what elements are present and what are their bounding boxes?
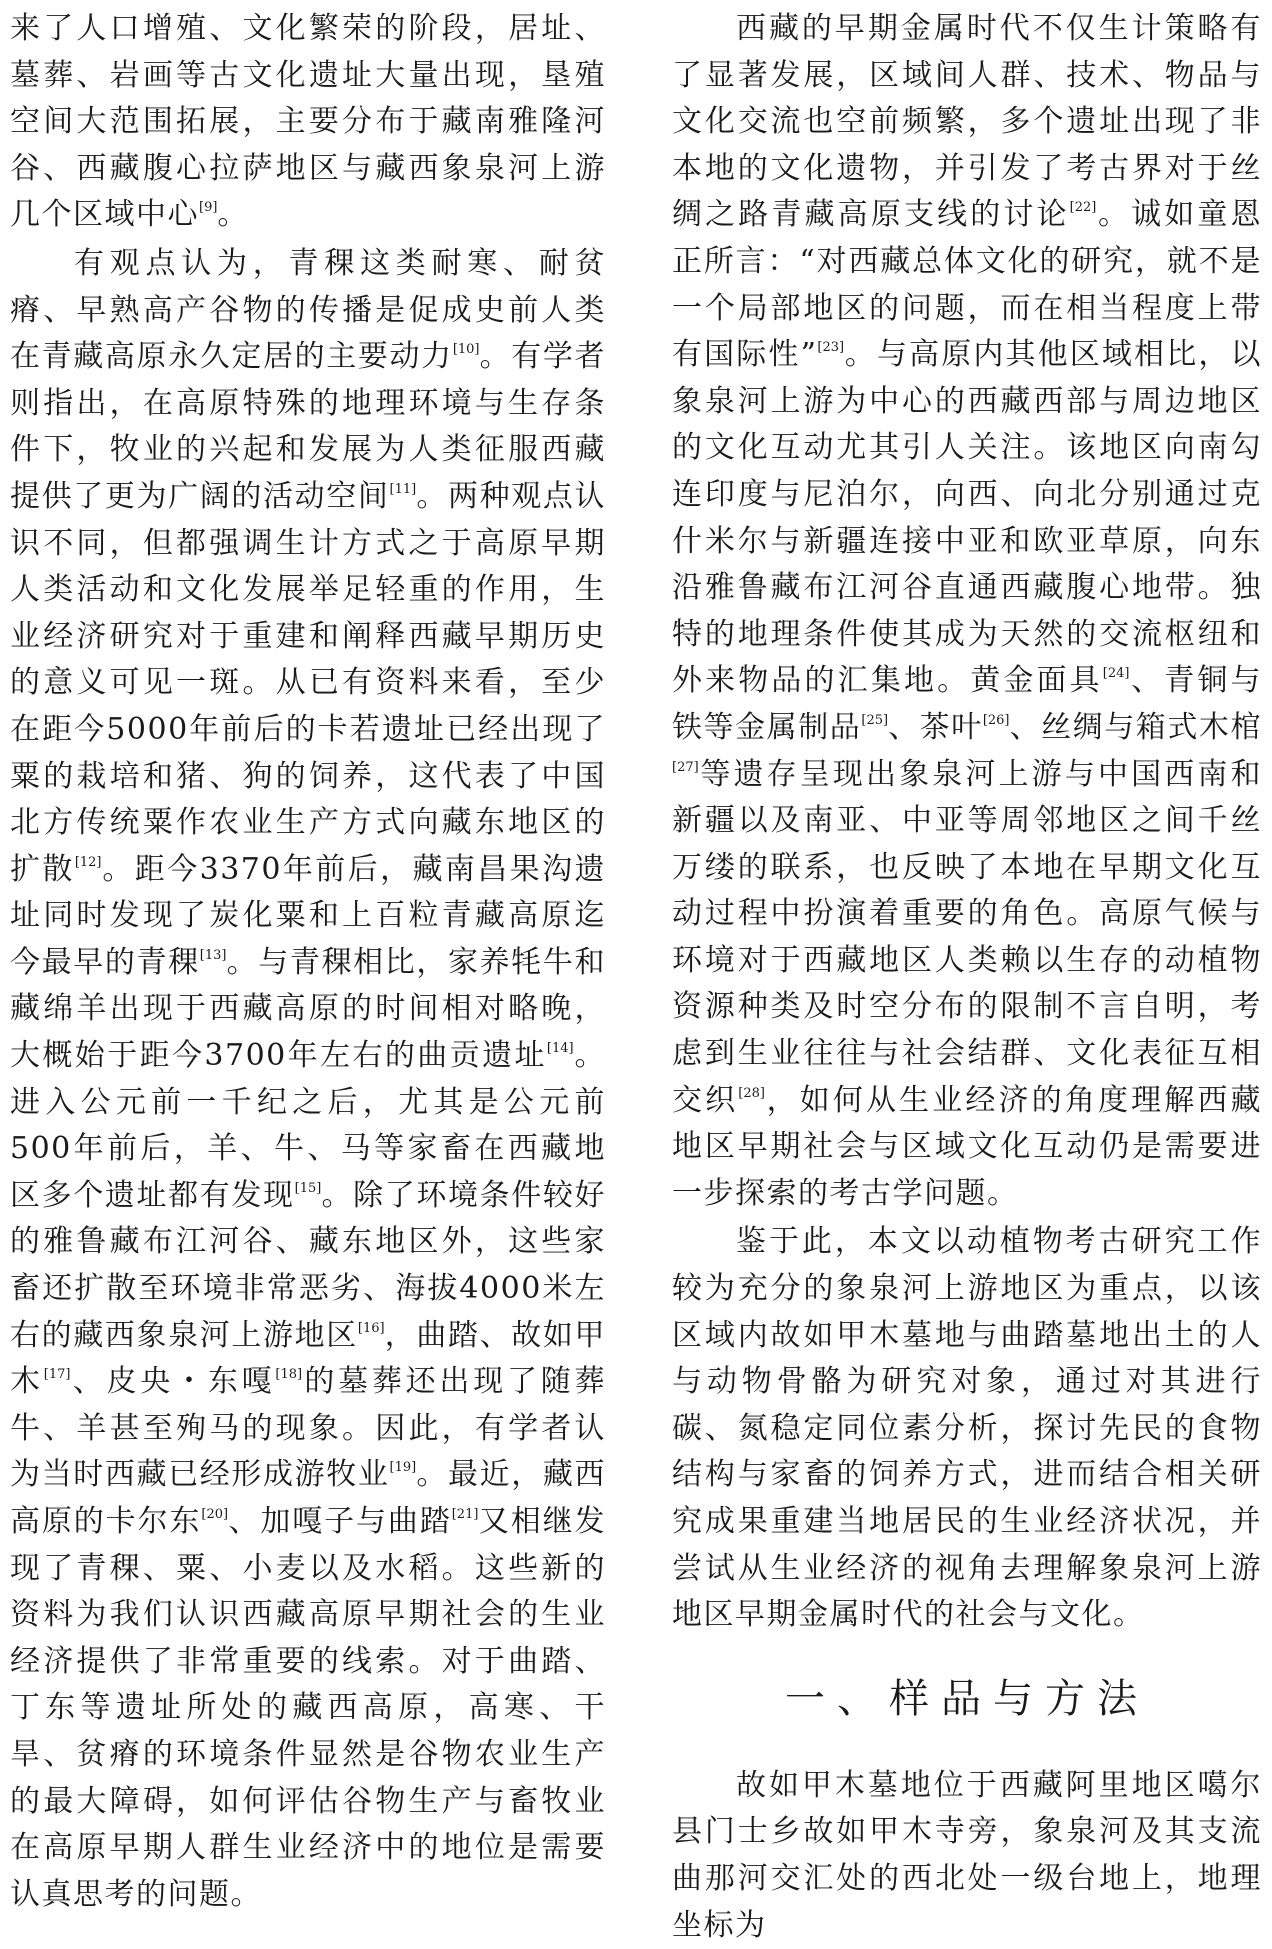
citation-ref[interactable]: [18]: [275, 1367, 303, 1383]
citation-ref[interactable]: [11]: [389, 481, 417, 497]
section-heading: 一、样品与方法: [785, 1675, 1149, 1722]
citation-ref[interactable]: [16]: [357, 1320, 385, 1336]
citation-ref[interactable]: [26]: [982, 712, 1010, 728]
citation-ref[interactable]: [25]: [861, 712, 889, 728]
paragraph-subsistence: 有观点认为，青稞这类耐寒、耐贫瘠、早熟高产谷物的传播是促成史前人类在青藏高原永久定居的主要动力[10]。有学者则指出，在高原特殊的地理环境与生存条件下，牧业的兴起和发展为人类征服西藏提供了更为广阔的活动空间[11]。两种观点认识不同，但都强调生计方式之于高原早期人类活动和文化发展举足轻重的作用，生业经济研究对于重建和阐释西藏早期历史的意义可见一斑。从已有资料来看，至少在距今5000年前后的卡若遗址已经出现了粟的栽培和猪、狗的饲养，这代表了中国北方传统粟作农业生产方式向藏东地区的扩散[12]。距今3370年前后，藏南昌果沟遗址同时发现了炭化粟和上百粒青藏高原迄今最早的青稞[13]。与青稞相比，家养牦牛和藏绵羊出现于西藏高原的时间相对略晚，大概始于距今3700年左右的曲贡遗址[14]。进入公元前一千纪之后，尤其是公元前500年前后，羊、牛、马等家畜在西藏地区多个遗址都有发现[15]。除了环境条件较好的雅鲁藏布江河谷、藏东地区外，这些家畜还扩散至环境非常恶劣、海拔4000米左右的藏西象泉河上游地区[16]，曲踏、故如甲木[17]、皮央・东嘎[18]的墓葬还出现了随葬牛、羊甚至殉马的现象。因此，有学者认为当时西藏已经形成游牧业[19]。最近，藏西高原的卡尔东[20]、加嘎子与曲踏[21]又相继发现了青稞、粟、小麦以及水稻。这些新的资料为我们认识西藏高原早期社会的生业经济提供了非常重要的线索。对于曲踏、丁东等遗址所处的藏西高原，高寒、干旱、贫瘠的环境条件显然是谷物农业生产的最大障碍，如何评估谷物生产与畜牧业在高原早期人群生业经济中的地位是需要认真思考的问题。: [10, 245, 607, 1912]
citation-ref[interactable]: [17]: [43, 1367, 71, 1383]
citation-ref[interactable]: [24]: [1102, 666, 1130, 682]
left-column: [10, 6, 606, 1918]
citation-ref[interactable]: [9]: [199, 200, 218, 216]
paragraph-continued: 来了人口增殖、文化繁荣的阶段，居址、墓葬、岩画等古文化遗址大量出现，垦殖空间大范围拓展，主要分布于藏南雅隆河谷、西藏腹心拉萨地区与藏西象泉河上游几个区域中心[9]。: [10, 11, 606, 233]
citation-ref[interactable]: [23]: [817, 340, 845, 356]
citation-ref[interactable]: [10]: [452, 342, 480, 358]
citation-ref[interactable]: [14]: [546, 1041, 574, 1057]
citation-ref[interactable]: [13]: [199, 947, 227, 963]
citation-ref[interactable]: [27]: [672, 759, 699, 775]
right-column: [672, 6, 1262, 1949]
citation-ref[interactable]: [28]: [738, 1085, 765, 1101]
citation-ref[interactable]: [21]: [451, 1507, 479, 1522]
paragraph-cultural-exchange: 西藏的早期金属时代不仅生计策略有了显著发展，区域间人群、技术、物品与文化交流也空前频繁，多个遗址出现了非本地的文化遗物，并引发了考古界对于丝绸之路青藏高原支线的讨论[22]。诚如童恩正所言：“对西藏总体文化的研究，就不是一个局部地区的问题，而在相当程度上带有国际性”[23]。与高原内其他区域相比，以象泉河上游为中心的西藏西部与周边地区的文化互动尤其引人关注。该地区向南勾连印度与尼泊尔，向西、向北分别通过克什米尔与新疆连接中亚和欧亚草原，向东沿雅鲁藏布江河谷直通西藏腹心地带。独特的地理条件使其成为天然的交流枢纽和外来物品的汇集地。黄金面具[24]、青铜与铁等金属制品[25]、茶叶[26]、丝绸与箱式木棺[27]等遗存呈现出象泉河上游与中国西南和新疆以及南亚、中亚等周邻地区之间千丝万缕的联系，也反映了本地在早期文化互动过程中扮演着重要的角色。高原气候与环境对于西藏地区人类赖以生存的动植物资源种类及时空分布的限制不言自明，考虑到生业往往与社会结群、文化表征互相交织[28]，如何从生业经济的角度理解西藏地区早期社会与区域文化互动仍是需要进一步探索的考古学问题。: [672, 11, 1263, 1211]
citation-ref[interactable]: [20]: [201, 1507, 229, 1522]
citation-ref[interactable]: [12]: [74, 854, 102, 870]
citation-ref[interactable]: [22]: [1069, 200, 1097, 216]
citation-ref[interactable]: [15]: [294, 1180, 322, 1196]
paragraph-study-aim: 鉴于此，本文以动植物考古研究工作较为充分的象泉河上游地区为重点，以该区域内故如甲木墓地与曲踏墓地出土的人与动物骨骼为研究对象，通过对其进行碳、氮稳定同位素分析，探讨先民的食物结构与家畜的饲养方式，进而结合相关研究成果重建当地居民的生业经济状况，并尝试从生业经济的视角去理解象泉河上游地区早期金属时代的社会与文化。: [672, 1224, 1262, 1633]
citation-ref[interactable]: [19]: [389, 1460, 417, 1476]
paragraph-site-description: 故如甲木墓地位于西藏阿里地区噶尔县门士乡故如甲木寺旁，象泉河及其支流曲那河交汇处的西北处一级台地上，地理坐标为: [672, 1767, 1262, 1943]
